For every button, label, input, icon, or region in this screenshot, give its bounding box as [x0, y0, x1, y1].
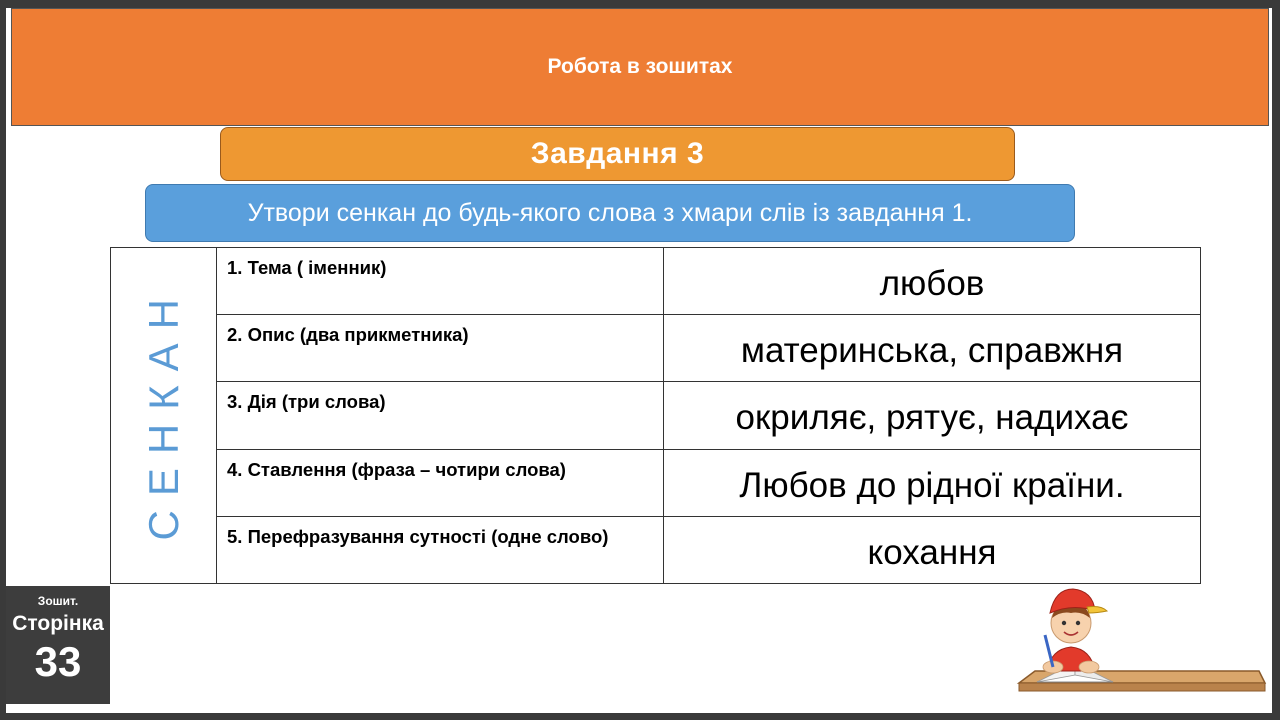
row-answer: окриляє, рятує, надихає	[735, 398, 1129, 438]
row-answer-cell	[664, 315, 1201, 382]
row-label-cell	[217, 248, 664, 315]
page-badge-word: Сторінка	[12, 612, 104, 635]
notebook-page-badge	[6, 586, 110, 704]
row-answer-cell	[664, 382, 1201, 449]
page-badge-notebook: Зошит.	[37, 594, 79, 608]
task-title-box	[220, 127, 1015, 181]
row-answer-cell	[664, 449, 1201, 516]
row-label: 5. Перефразування сутності (одне слово)	[227, 525, 609, 547]
table-row	[111, 516, 1201, 583]
task-description-box	[145, 184, 1075, 242]
page-badge-number: 33	[34, 638, 82, 685]
header-banner	[11, 8, 1269, 126]
table-row	[111, 248, 1201, 315]
senkan-table	[110, 247, 1201, 584]
boy-writing-illustration	[1015, 583, 1267, 701]
table-row	[111, 382, 1201, 449]
task-description: Утвори сенкан до будь-якого слова з хмари слів із завдання 1.	[247, 198, 973, 227]
row-label: 4. Ставлення (фраза – чотири слова)	[227, 458, 566, 480]
row-label-cell	[217, 382, 664, 449]
row-answer: материнська, справжня	[740, 331, 1124, 371]
row-label-cell	[217, 449, 664, 516]
senkan-vertical-label: СЕНКАН	[139, 285, 187, 541]
row-answer: кохання	[867, 532, 997, 572]
row-answer: любов	[879, 264, 985, 303]
banner-title: Робота в зошитах	[547, 55, 733, 78]
row-answer-cell	[664, 248, 1201, 315]
table-row	[111, 449, 1201, 516]
senkan-vertical-label-cell	[111, 248, 217, 584]
row-label-cell	[217, 516, 664, 583]
task-title: Завдання 3	[530, 137, 705, 170]
row-answer-cell	[664, 516, 1201, 583]
row-label: 1. Тема ( іменник)	[227, 257, 387, 278]
table-row	[111, 315, 1201, 382]
row-label-cell	[217, 315, 664, 382]
row-label: 2. Опис (два прикметника)	[227, 324, 469, 346]
row-answer: Любов до рідної країни.	[739, 465, 1125, 505]
row-label: 3. Дія (три слова)	[227, 391, 386, 413]
